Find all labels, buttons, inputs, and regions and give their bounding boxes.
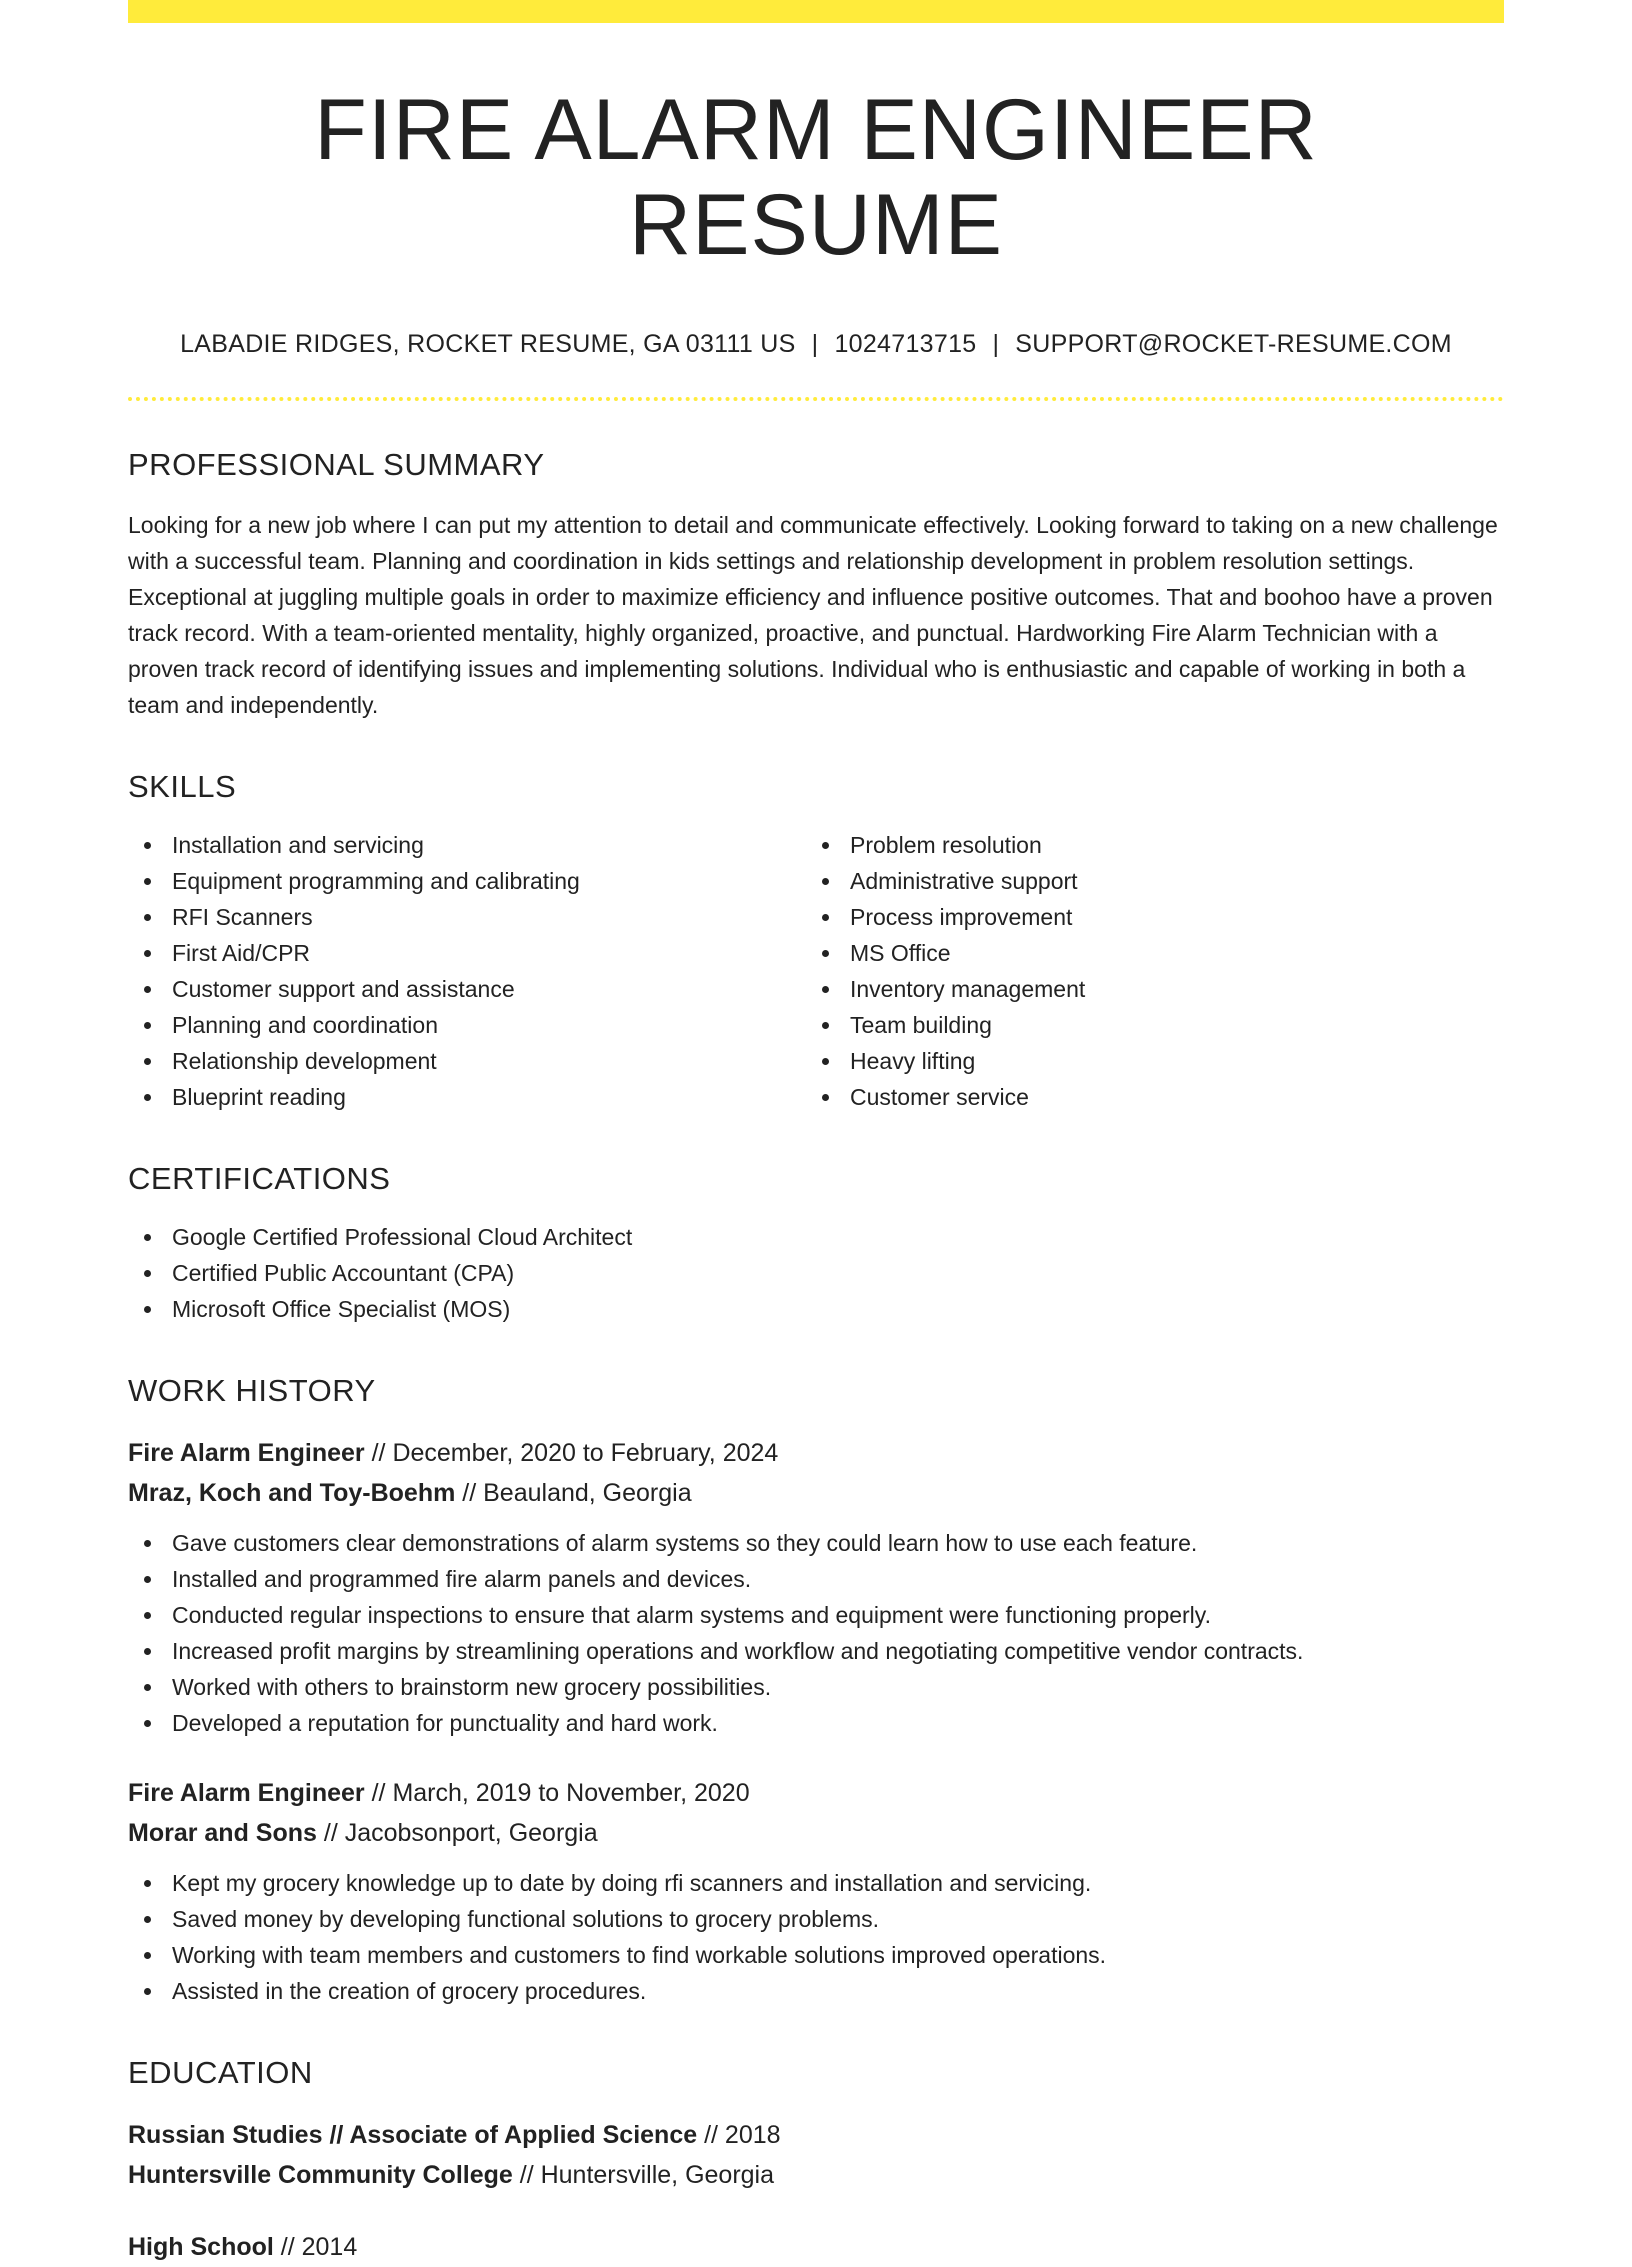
contact-separator: | <box>992 330 1000 359</box>
skill-item: Heavy lifting <box>806 1043 1484 1079</box>
certification-item: Microsoft Office Specialist (MOS) <box>128 1291 1504 1327</box>
education-school: Huntersville Community College <box>128 2161 513 2190</box>
skill-item: Customer service <box>806 1079 1484 1115</box>
job-entry <box>128 1773 1504 2009</box>
job-dates: // December, 2020 to February, 2024 <box>364 1439 779 1468</box>
job-duty-item: Saved money by developing functional solutions to grocery problems. <box>128 1901 1504 1937</box>
skill-item: Equipment programming and calibrating <box>128 863 806 899</box>
job-company: Morar and Sons <box>128 1819 317 1848</box>
job-duty-item: Worked with others to brainstorm new grocery possibilities. <box>128 1669 1504 1705</box>
skill-item: Team building <box>806 1007 1484 1043</box>
education-heading: EDUCATION <box>128 2055 313 2091</box>
job-company: Mraz, Koch and Toy-Boehm <box>128 1479 456 1508</box>
job-duty-item: Installed and programmed fire alarm panels and devices. <box>128 1561 1504 1597</box>
education-degree: Russian Studies // Associate of Applied Science <box>128 2121 698 2150</box>
summary-text: Looking for a new job where I can put my attention to detail and communicate effectively. Looking forward to taking on a new challenge with a successful team. Planning and coordination in kids settings and relationship development in problem resolution settings. Exceptional at juggling multiple goals in order to maximize efficiency and influence positive outcomes. That and boohoo have a proven track record. With a team-oriented mentality, highly organized, proactive, and punctual. Hardworking Fire Alarm Technician with a proven track record of identifying issues and implementing solutions. Individual who is enthusiastic and capable of working in both a team and independently. <box>128 512 1498 719</box>
job-duties-list <box>128 1865 1504 2009</box>
certifications-list <box>128 1219 1504 1327</box>
job-duties-list <box>128 1525 1504 1741</box>
job-entry <box>128 1433 1504 1741</box>
skill-item: Customer support and assistance <box>128 971 806 1007</box>
skill-item: MS Office <box>806 935 1484 971</box>
summary-heading: PROFESSIONAL SUMMARY <box>128 447 545 483</box>
education-degree-line <box>128 2227 1504 2267</box>
job-company-line <box>128 1813 1504 1853</box>
skill-item: Administrative support <box>806 863 1484 899</box>
skills-columns <box>128 827 1504 1115</box>
education-entry <box>128 2227 1504 2267</box>
education-degree-line <box>128 2115 1504 2155</box>
contact-line <box>128 330 1504 359</box>
skill-item: Blueprint reading <box>128 1079 806 1115</box>
job-duty-item: Assisted in the creation of grocery procedures. <box>128 1973 1504 2009</box>
skill-item: Planning and coordination <box>128 1007 806 1043</box>
education-year: // 2014 <box>273 2233 358 2262</box>
certifications-heading: CERTIFICATIONS <box>128 1161 391 1197</box>
work-history-heading: WORK HISTORY <box>128 1373 376 1409</box>
skills-heading: SKILLS <box>128 769 237 805</box>
job-duty-item: Developed a reputation for punctuality and hard work. <box>128 1705 1504 1741</box>
job-title: Fire Alarm Engineer <box>128 1779 365 1808</box>
education-school-line <box>128 2155 1504 2195</box>
contact-separator: | <box>811 330 819 359</box>
skill-item: Problem resolution <box>806 827 1484 863</box>
dotted-divider <box>128 397 1504 401</box>
resume-page <box>128 0 1504 2267</box>
job-location: // Beauland, Georgia <box>455 1479 692 1508</box>
skill-item: Installation and servicing <box>128 827 806 863</box>
skill-item: RFI Scanners <box>128 899 806 935</box>
skill-item: Process improvement <box>806 899 1484 935</box>
skill-item: Relationship development <box>128 1043 806 1079</box>
education-degree: High School <box>128 2233 274 2262</box>
job-duty-item: Gave customers clear demonstrations of alarm systems so they could learn how to use each feature. <box>128 1525 1504 1561</box>
contact-phone: 1024713715 <box>834 330 977 359</box>
job-title-line <box>128 1433 1504 1473</box>
education-year: // 2018 <box>697 2121 781 2150</box>
job-duty-item: Increased profit margins by streamlining operations and workflow and negotiating competitive vendor contracts. <box>128 1633 1504 1669</box>
skills-list-right <box>806 827 1484 1115</box>
job-title-line <box>128 1773 1504 1813</box>
job-duty-item: Conducted regular inspections to ensure that alarm systems and equipment were functioning properly. <box>128 1597 1504 1633</box>
job-company-line <box>128 1473 1504 1513</box>
job-dates: // March, 2019 to November, 2020 <box>364 1779 750 1808</box>
certification-item: Certified Public Accountant (CPA) <box>128 1255 1504 1291</box>
education-entry <box>128 2115 1504 2195</box>
education-location: // Huntersville, Georgia <box>512 2161 775 2190</box>
contact-address: LABADIE RIDGES, ROCKET RESUME, GA 03111 US <box>180 330 796 359</box>
job-duty-item: Working with team members and customers to find workable solutions improved operations. <box>128 1937 1504 1973</box>
job-duty-item: Kept my grocery knowledge up to date by doing rfi scanners and installation and servicing. <box>128 1865 1504 1901</box>
resume-title: FIRE ALARM ENGINEER RESUME <box>314 82 1318 273</box>
skills-list-left <box>128 827 806 1115</box>
skill-item: Inventory management <box>806 971 1484 1007</box>
job-location: // Jacobsonport, Georgia <box>316 1819 598 1848</box>
job-title: Fire Alarm Engineer <box>128 1439 365 1468</box>
skill-item: First Aid/CPR <box>128 935 806 971</box>
certification-item: Google Certified Professional Cloud Architect <box>128 1219 1504 1255</box>
contact-email: SUPPORT@ROCKET-RESUME.COM <box>1015 330 1452 359</box>
top-accent-bar <box>128 0 1504 23</box>
